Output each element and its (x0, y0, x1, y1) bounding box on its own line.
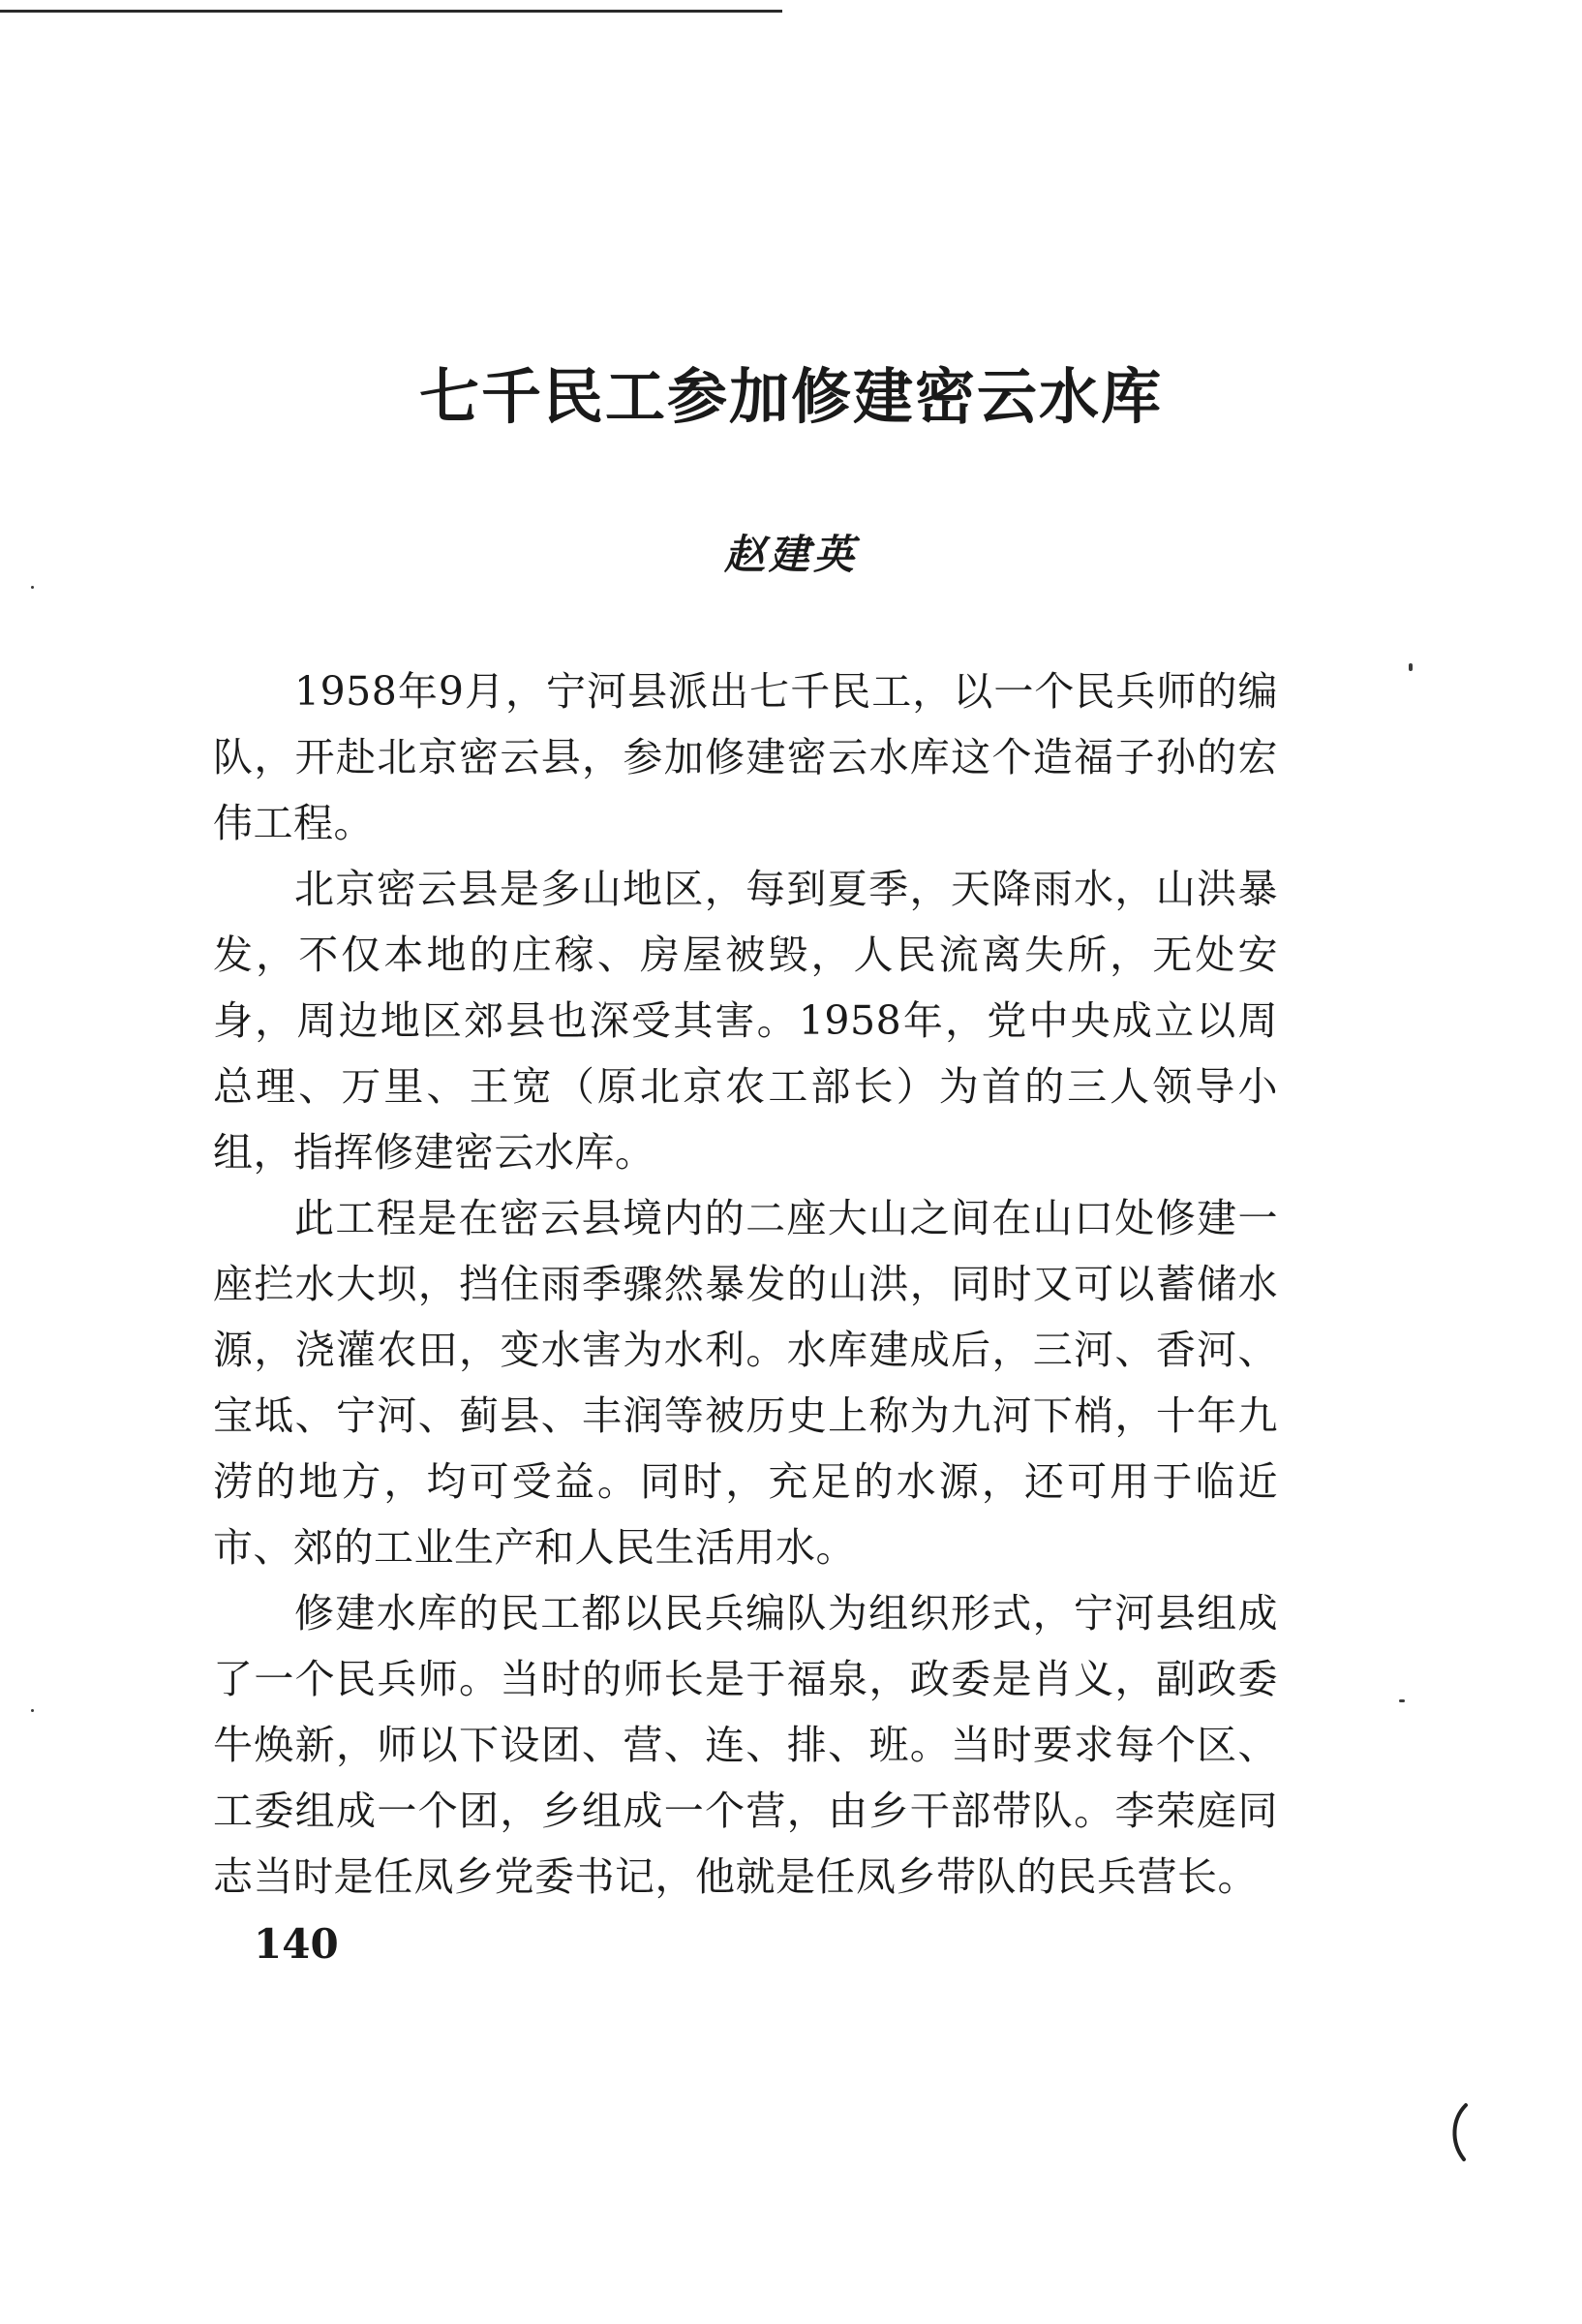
scan-speck (1409, 663, 1413, 671)
author-name: 赵建英 (723, 531, 858, 578)
paragraph-3: 此工程是在密云县境内的二座大山之间在山口处修建一座拦水大坝，挡住雨季骤然暴发的山洪，同时又可以蓄储水源，浇灌农田，变水害为水利。水库建成后，三河、香河、宝坻、宁河、蓟县、丰润等被历史上称为九河下梢，十年九涝的地方，均可受益。同时，充足的水源，还可用于临近市、郊的工业生产和人民生活用水。 (213, 1195, 1278, 1571)
scan-speck (31, 586, 34, 589)
paragraph-4: 修建水库的民工都以民兵编队为组织形式，宁河县组成了一个民兵师。当时的师长是于福泉，政委是肖义，副政委牛焕新，师以下设团、营、连、排、班。当时要求每个区、工委组成一个团，乡组成一个营，由乡干部带队。李荣庭同志当时是任凤乡党委书记，他就是任凤乡带队的民兵营长。 (213, 1590, 1278, 1900)
scan-speck (1399, 1699, 1405, 1702)
margin-bracket-mark (1445, 2101, 1474, 2163)
page-title: 七千民工参加修建密云水库 (418, 361, 1163, 432)
paragraph-1: 1958年9月，宁河县派出七千民工，以一个民兵师的编队，开赴北京密云县，参加修建密云水库这个造福子孙的宏伟工程。 (213, 668, 1278, 846)
paragraph-2: 北京密云县是多山地区，每到夏季，天降雨水，山洪暴发，不仅本地的庄稼、房屋被毁，人民流离失所，无处安身，周边地区郊县也深受其害。1958年，党中央成立以周总理、万里、王宽（原北京农工部长）为首的三人领导小组，指挥修建密云水库。 (213, 866, 1278, 1176)
scan-speck (31, 1709, 34, 1712)
page-number: 140 (254, 1920, 339, 1968)
article-body (213, 658, 1278, 1910)
top-rule (0, 10, 782, 13)
